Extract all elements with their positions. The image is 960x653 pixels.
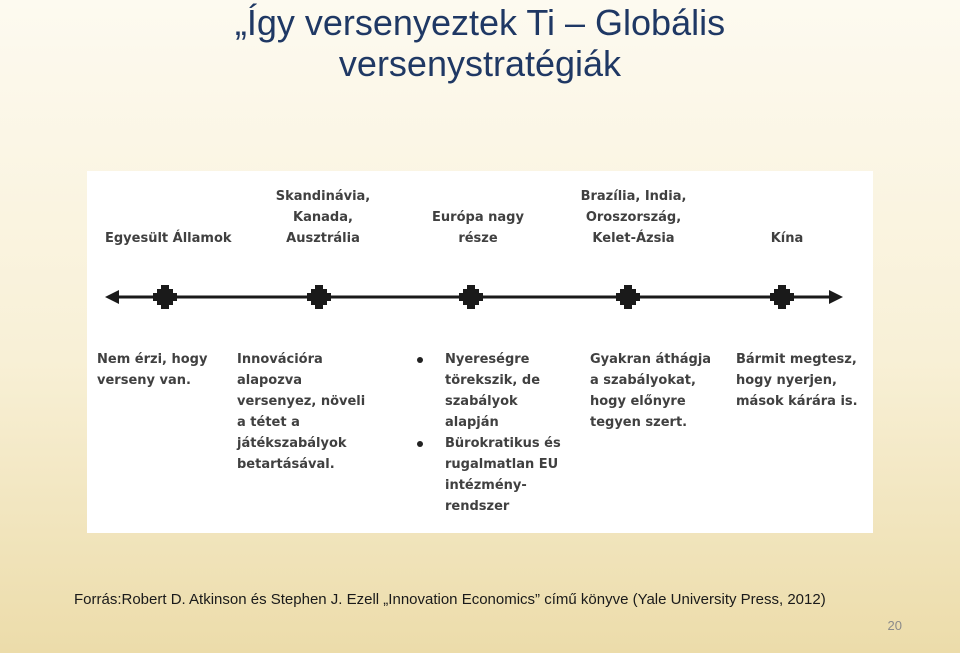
- description-line: versenyez, növeli: [237, 394, 366, 409]
- page-number: 20: [887, 618, 902, 633]
- position-marker-china: [770, 285, 794, 309]
- position-marker-emerging: [616, 285, 640, 309]
- description-line: a szabályokat,: [590, 373, 696, 388]
- position-label-line: Európa nagy: [432, 210, 524, 225]
- description-line: betartásával.: [237, 457, 335, 472]
- description-line: rugalmatlan EU: [445, 457, 559, 472]
- description-line: verseny van.: [97, 373, 191, 388]
- description-line: játékszabályok: [237, 436, 347, 451]
- position-label-line: Kelet-Ázsia: [592, 231, 675, 246]
- description-line: alapján: [445, 415, 499, 430]
- description-bullet-item: [415, 349, 561, 433]
- position-label-line: Kanada,: [293, 210, 353, 225]
- description-line: hogy előnyre: [590, 394, 686, 409]
- description-line: mások kárára is.: [736, 394, 858, 409]
- diagram-panel: [87, 171, 873, 533]
- slide-title-line-1: „Így versenyeztek Ti – Globális: [234, 2, 726, 43]
- description-usa: [97, 349, 207, 391]
- left-arrowhead: [105, 290, 119, 304]
- position-label-line: része: [458, 231, 498, 246]
- description-bullet-item: [415, 433, 561, 517]
- description-line: Nem érzi, hogy: [97, 352, 208, 367]
- description-europe: [415, 349, 561, 517]
- description-line: Innovációra: [237, 352, 323, 367]
- description-line: törekszik, de: [445, 373, 541, 388]
- slide-title: [0, 2, 960, 84]
- position-label-line: Brazília, India,: [580, 189, 687, 204]
- description-line: Nyereségre: [445, 352, 530, 367]
- position-marker-scandinavia: [307, 285, 331, 309]
- slide-title-line-2: versenystratégiák: [338, 43, 622, 84]
- description-line: rendszer: [445, 499, 510, 514]
- position-marker-usa: [153, 285, 177, 309]
- description-china: [736, 349, 858, 412]
- description-bullet-list: [415, 349, 561, 517]
- position-label-line: Oroszország,: [585, 210, 682, 225]
- position-marker-europe: [459, 285, 483, 309]
- description-line: Bürokratikus és: [445, 436, 561, 451]
- position-label-line: Kína: [770, 231, 804, 246]
- description-scandinavia: [237, 349, 365, 475]
- source-citation: Forrás:Robert D. Atkinson és Stephen J. Ezell „Innovation Economics” című könyve (Yale University Press, 2012): [74, 591, 826, 608]
- description-line: alapozva: [237, 373, 303, 388]
- position-label-line: Skandinávia,: [275, 189, 371, 204]
- position-label-line: Egyesült Államok: [105, 231, 232, 246]
- description-line: a tétet a: [237, 415, 300, 430]
- description-line: tegyen szert.: [590, 415, 688, 430]
- description-line: szabályok: [445, 394, 518, 409]
- description-line: Gyakran áthágja: [590, 352, 712, 367]
- description-line: Bármit megtesz,: [736, 352, 857, 367]
- position-label-line: Ausztrália: [286, 231, 360, 246]
- description-emerging: [590, 349, 711, 433]
- description-line: hogy nyerjen,: [736, 373, 837, 388]
- description-line: intézmény-: [445, 478, 527, 493]
- right-arrowhead: [829, 290, 843, 304]
